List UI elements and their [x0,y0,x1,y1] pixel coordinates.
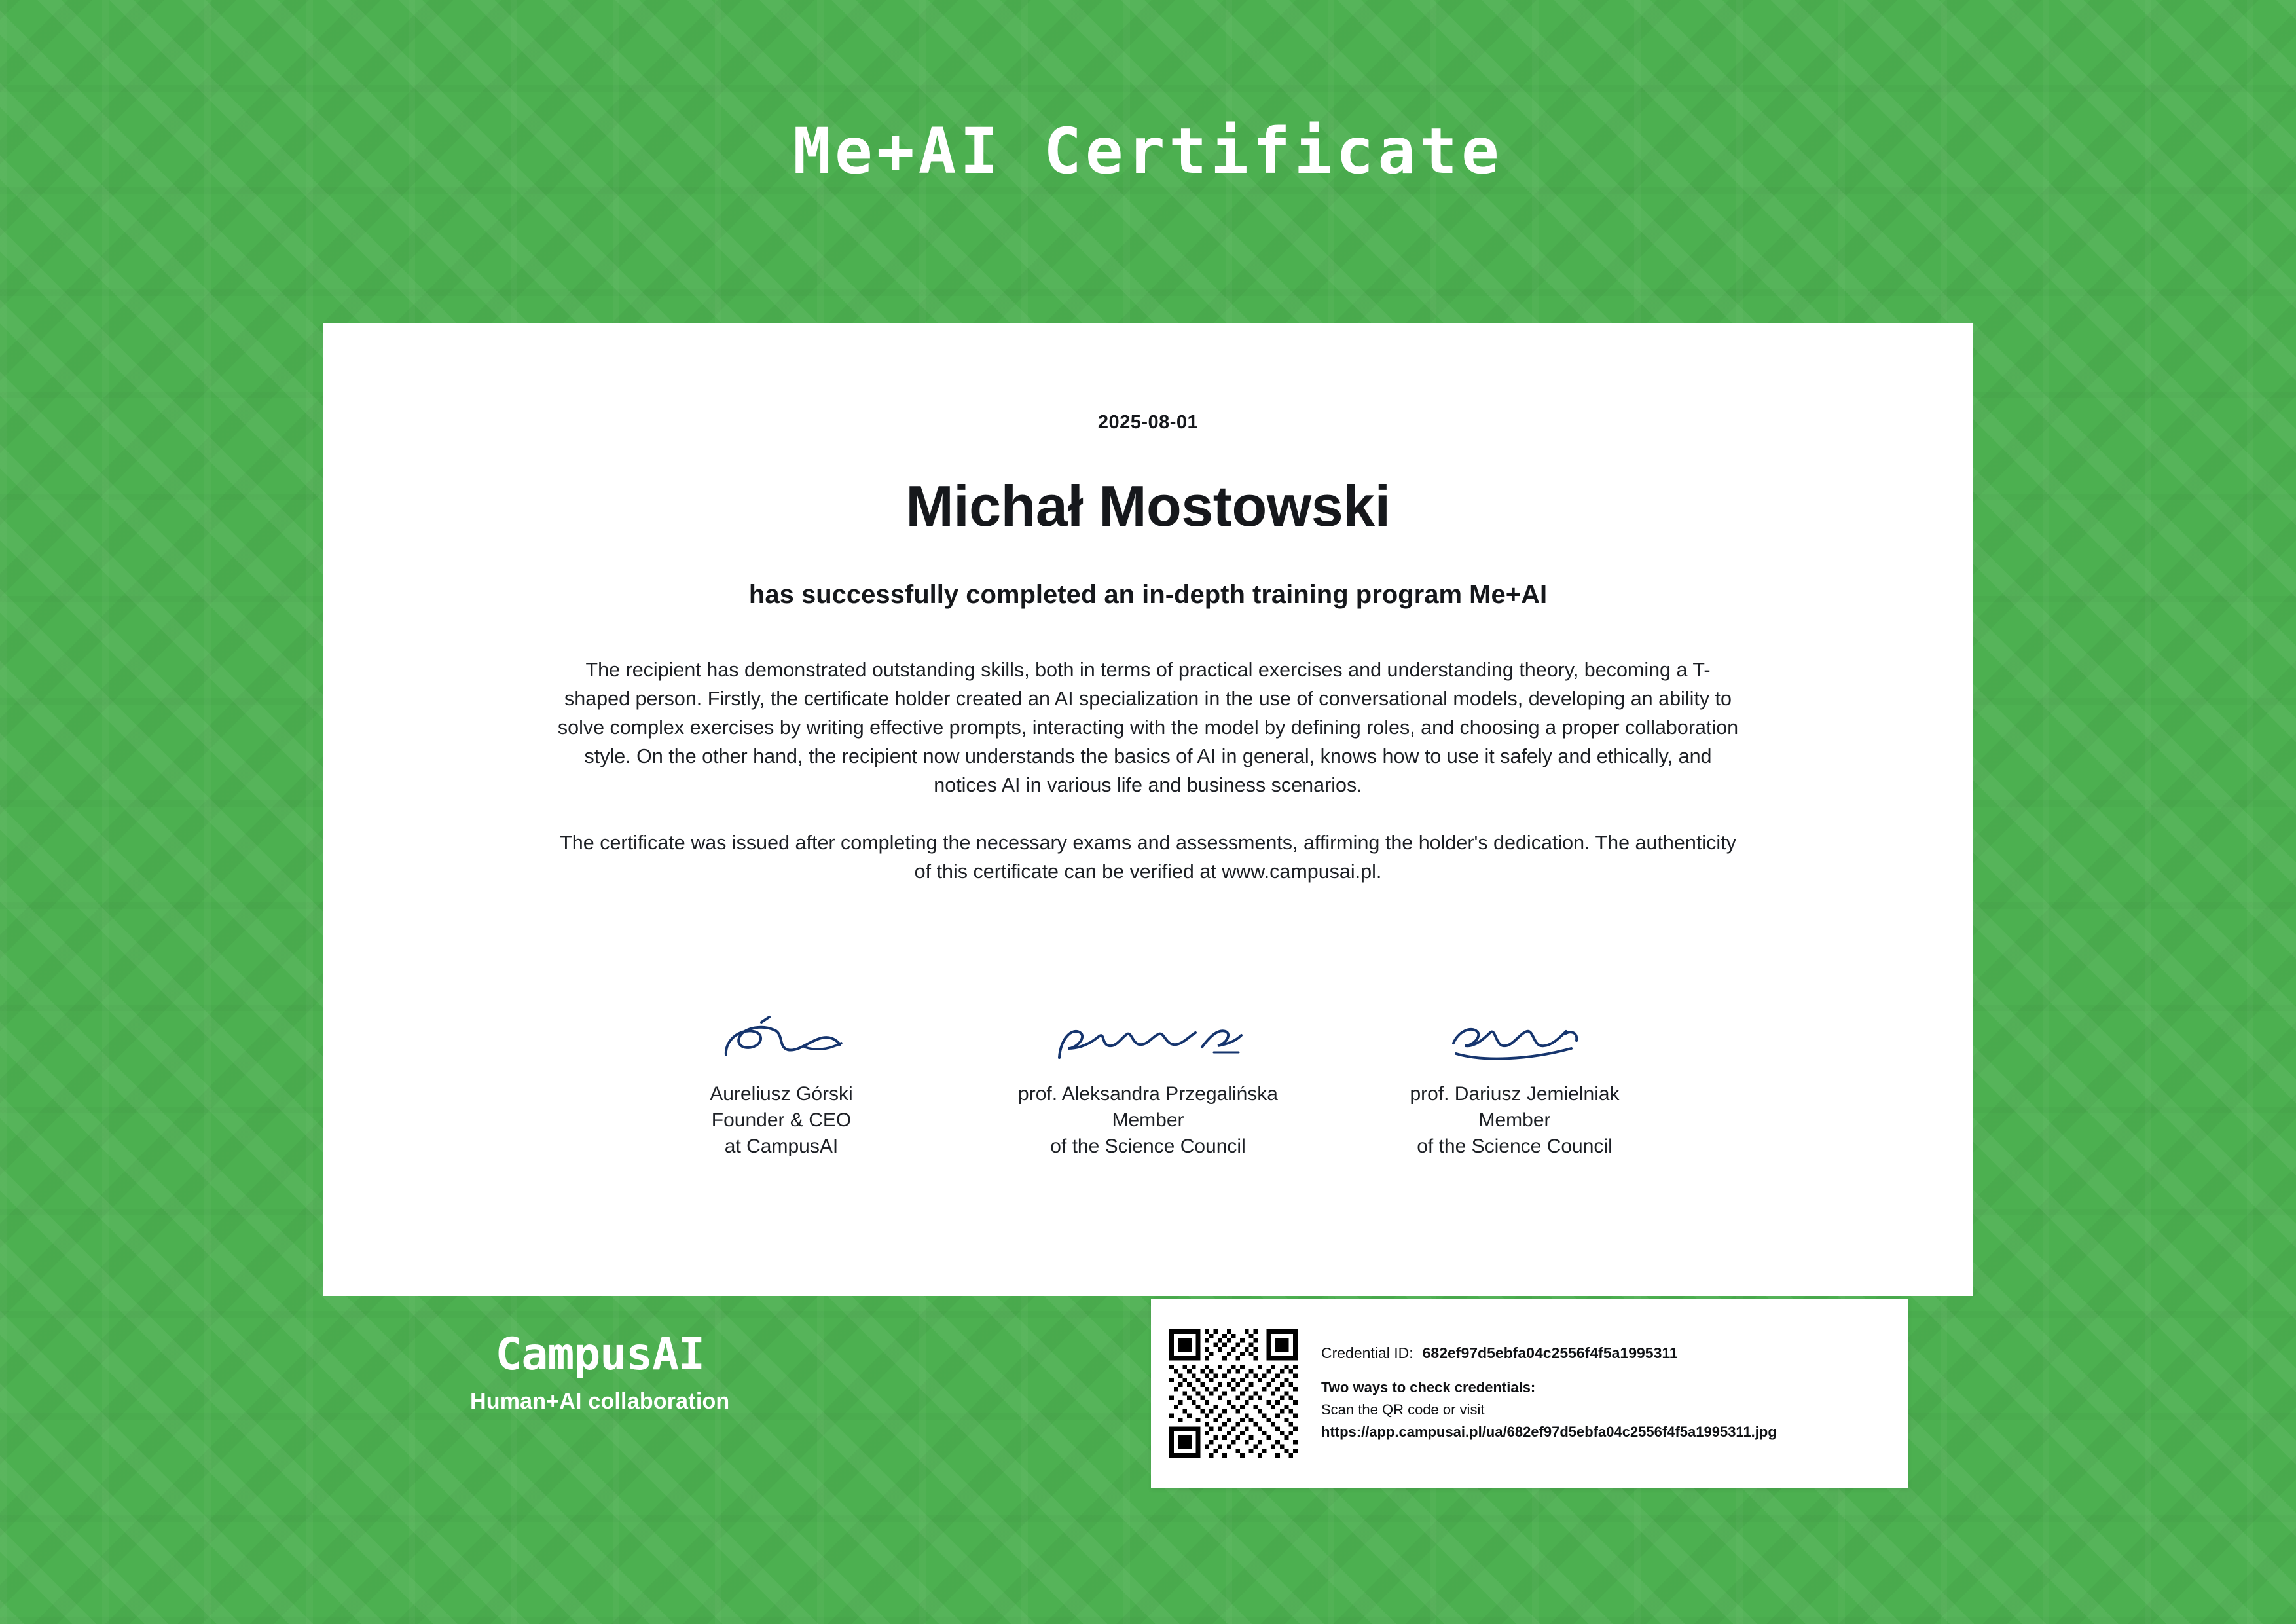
credential-verify-url[interactable]: https://app.campusai.pl/ua/682ef97d5ebfa04c2556f4f5a1995311.jpg [1321,1423,1777,1440]
signature-block-jemielniak [1332,1014,1698,1160]
signature-role: Member [1478,1109,1551,1131]
footer-logo [470,1329,730,1414]
certificate-card [323,323,1973,1296]
signature-org: of the Science Council [1050,1135,1246,1157]
signature-name: Aureliusz Górski [710,1083,853,1105]
credential-text [1321,1344,1777,1443]
signature-org: of the Science Council [1417,1135,1613,1157]
credential-id-label: Credential ID: [1321,1344,1413,1361]
signature-name: prof. Aleksandra Przegalińska [1018,1083,1278,1105]
brand-tagline: Human+AI collaboration [470,1389,730,1414]
credential-instructions-line: Scan the QR code or visit [1321,1401,1485,1418]
signature-name: prof. Dariusz Jemielniak [1410,1083,1620,1105]
brand-wordmark: CampusAI [495,1329,704,1380]
signature-jemielniak-icon [1332,1014,1698,1075]
signature-role: Member [1112,1109,1184,1131]
credential-instructions-title: Two ways to check credentials: [1321,1378,1536,1395]
signature-gorski-icon [598,1014,965,1075]
credential-id-row [1321,1344,1777,1362]
issue-date: 2025-08-01 [1097,412,1199,433]
signature-org: at CampusAI [724,1135,839,1157]
signature-block-przegalinska [965,1014,1332,1160]
page-title: Me+AI Certificate [793,115,1503,188]
signature-block-gorski [598,1014,965,1160]
signature-role: Founder & CEO [711,1109,852,1131]
credential-panel [1151,1299,1908,1488]
qr-code-icon[interactable] [1169,1329,1298,1458]
body-paragraph-2: The certificate was issued after completing the necessary exams and assessments, affirming the holder's dedication. The authenticity of this certificate can be verified at www.campusai.pl. [560,832,1736,883]
completion-statement: has successfully completed an in-depth training program Me+AI [748,580,1548,609]
credential-id-value: 682ef97d5ebfa04c2556f4f5a1995311 [1422,1344,1678,1361]
recipient-name: Michał Mostowski [905,473,1391,538]
signature-row [323,1014,1973,1160]
body-paragraph-1: The recipient has demonstrated outstanding skills, both in terms of practical exercises and understanding theory, becoming a T-shaped person. Firstly, the certificate holder created an AI specialization in the use of conversational models, developing an ability to solve complex exercises by writing effective prompts, interacting with the model by defining roles, and choosing a proper collaboration style. On the other hand, the recipient now understands the basics of AI in general, knows how to use it safely and ethically, and notices AI in various life and business scenarios. [557,659,1739,796]
signature-przegalinska-icon [965,1014,1332,1075]
